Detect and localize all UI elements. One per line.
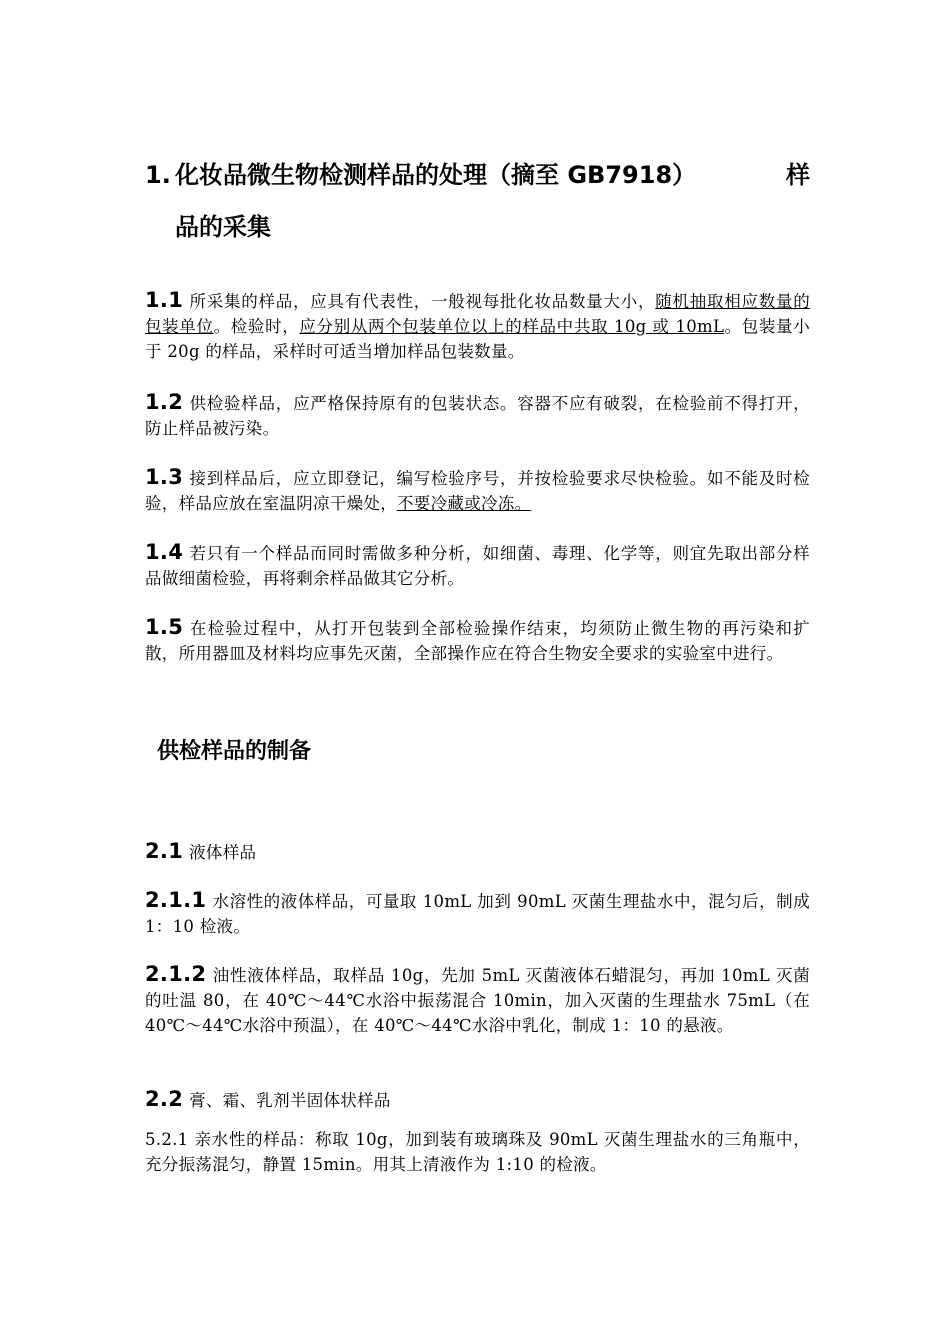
paragraph-2-1-1 xyxy=(145,888,810,939)
paragraph-1-4 xyxy=(145,540,810,591)
paragraph-text: 液体样品 xyxy=(189,843,257,862)
section-number: 2.1.1 xyxy=(145,888,207,912)
underlined-text: 不要冷藏或冷冻。 xyxy=(397,494,532,513)
paragraph-text: 。包装量小于 20g 的样品，采样时可适当增加样品包装数量。 xyxy=(145,317,811,361)
paragraph-1-1 xyxy=(145,288,810,364)
paragraph-2-1-2 xyxy=(145,962,810,1038)
paragraph-5-2-1: 5.2.1 亲水性的样品：称取 10g，加到装有玻璃珠及 90mL 灭菌生理盐水的三角瓶中，充分振荡混匀，静置 15min。用其上清液作为 1:10 的检液。 xyxy=(145,1130,810,1174)
paragraph-2-2 xyxy=(145,1087,810,1113)
paragraph-1-5 xyxy=(145,615,810,666)
section-number: 1.1 xyxy=(145,288,184,312)
paragraph-text: 。检验时， xyxy=(213,317,300,336)
heading-number: 1. xyxy=(145,161,171,189)
subheading: 供检样品的制备 xyxy=(157,739,312,764)
heading-title-tail: 样 xyxy=(786,161,810,189)
section-number: 2.1 xyxy=(145,839,184,863)
section-number: 2.1.2 xyxy=(145,962,207,986)
heading-title: 化妆品微生物检测样品的处理（摘至 GB7918） xyxy=(175,161,697,189)
section-number: 1.3 xyxy=(145,465,184,489)
paragraph-text: 水溶性的液体样品，可量取 10mL 加到 90mL 灭菌生理盐水中，混匀后，制成 1：10 检液。 xyxy=(145,892,810,936)
paragraph-text: 在检验过程中，从打开包装到全部检验操作结束，均须防止微生物的再污染和扩散，所用器皿及材料均应事先灭菌，全部操作应在符合生物安全要求的实验室中进行。 xyxy=(145,619,810,663)
heading-title-continuation: 品的采集 xyxy=(175,213,271,241)
paragraph-text: 接到样品后，应立即登记，编写检验序号，并按检验要求尽快检验。如不能及时检验，样品应放在室温阴凉干燥处， xyxy=(145,469,810,513)
underlined-text: 随机抽取相应数量的包装单位 xyxy=(145,292,810,336)
section-number: 2.2 xyxy=(145,1087,184,1111)
paragraph-text: 膏、霜、乳剂半固体状样品 xyxy=(189,1091,391,1110)
paragraph-2-1 xyxy=(145,839,810,865)
paragraph-text: 所采集的样品，应具有代表性，一般视每批化妆品数量大小， xyxy=(189,292,656,311)
section-number: 1.4 xyxy=(145,540,184,564)
section-number: 1.5 xyxy=(145,615,184,639)
paragraph-text: 油性液体样品，取样品 10g，先加 5mL 灭菌液体石蜡混匀，再加 10mL 灭菌的吐温 80，在 40℃～44℃水浴中振荡混合 10min，加入灭菌的生理盐水 75mL（在 40℃～44℃水浴中预温），在 40℃～44℃水浴中乳化，制成 1：10 的悬液。 xyxy=(145,966,810,1035)
paragraph-text: 若只有一个样品而同时需做多种分析，如细菌、毒理、化学等，则宜先取出部分样品做细菌检验，再将剩余样品做其它分析。 xyxy=(145,544,810,588)
paragraph-1-3 xyxy=(145,465,810,516)
paragraph-1-2 xyxy=(145,390,810,441)
paragraph-text: 供检验样品，应严格保持原有的包装状态。容器不应有破裂，在检验前不得打开，防止样品被污染。 xyxy=(145,394,810,438)
section-number: 1.2 xyxy=(145,390,184,414)
underlined-text: 应分别从两个包装单位以上的样品中共取 10g 或 10mL xyxy=(299,317,725,336)
